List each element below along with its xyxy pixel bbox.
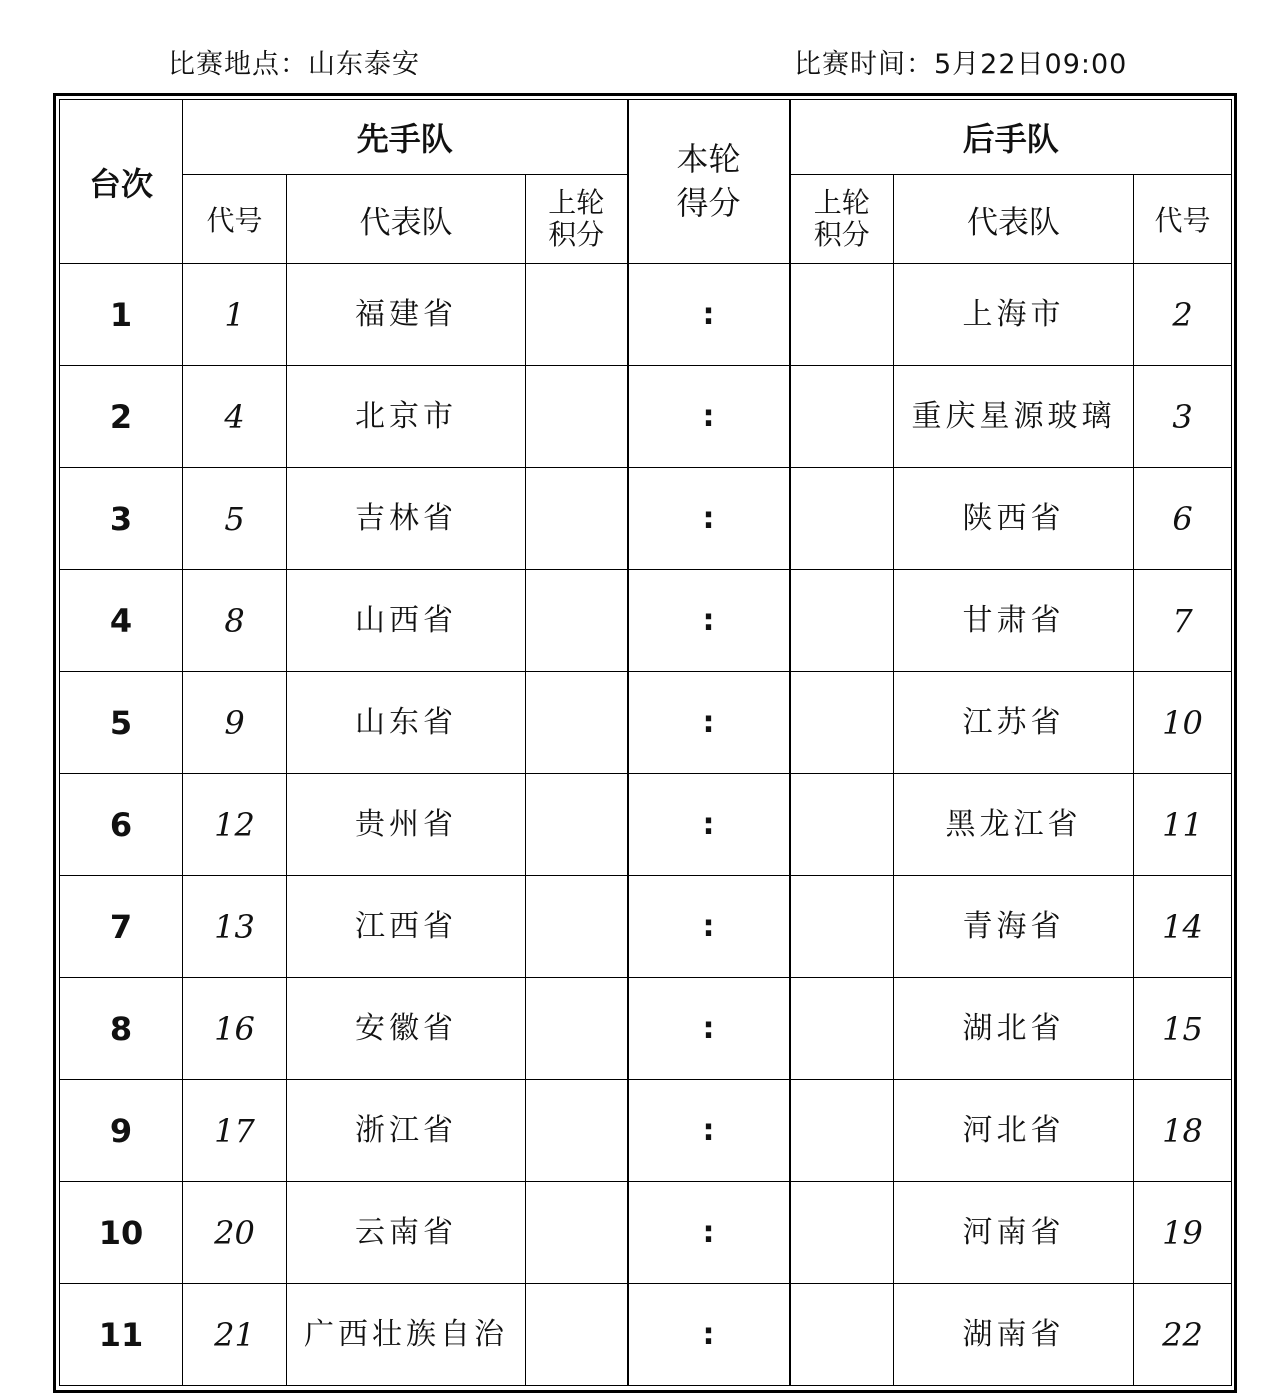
round-cell: 11: [60, 1284, 183, 1386]
code-b-cell: 7: [1134, 570, 1232, 672]
table-row: [60, 1080, 1232, 1182]
prev-score-b-cell: [790, 876, 894, 978]
team-a-cell: 山西省: [287, 570, 526, 672]
round-score-cell: :: [628, 1284, 790, 1386]
prev-score-a-cell: [526, 570, 628, 672]
round-cell: 2: [60, 366, 183, 468]
team-a-cell: 云南省: [287, 1182, 526, 1284]
team-b-cell: 青海省: [894, 876, 1134, 978]
prev-score-b-cell: [790, 468, 894, 570]
prev-score-b-cell: [790, 366, 894, 468]
prev-score-a-cell: [526, 468, 628, 570]
code-a-cell: 17: [183, 1080, 287, 1182]
code-a-cell: 20: [183, 1182, 287, 1284]
prev-score-b-cell: [790, 264, 894, 366]
prev-score-b-cell: [790, 570, 894, 672]
header-code-a: 代号: [183, 175, 287, 264]
code-a-cell: 13: [183, 876, 287, 978]
header-prev-a: [526, 175, 628, 264]
code-a-cell: 16: [183, 978, 287, 1080]
header-prev-b: [790, 175, 894, 264]
prev-score-b-cell: [790, 1182, 894, 1284]
prev-score-a-cell: [526, 1080, 628, 1182]
team-b-cell: 河南省: [894, 1182, 1134, 1284]
prev-score-a-cell: [526, 978, 628, 1080]
prev-score-a-cell: [526, 1284, 628, 1386]
table-row: [60, 876, 1232, 978]
code-b-cell: 22: [1134, 1284, 1232, 1386]
table-row: [60, 978, 1232, 1080]
prev-score-a-cell: [526, 876, 628, 978]
pairing-table: [59, 99, 1232, 1386]
round-cell: 5: [60, 672, 183, 774]
header-round-score: [628, 100, 790, 264]
team-b-cell: 甘肃省: [894, 570, 1134, 672]
table-row: [60, 1182, 1232, 1284]
prev-score-b-cell: [790, 1284, 894, 1386]
venue-label: 比赛地点：山东泰安: [168, 49, 420, 80]
code-a-cell: 12: [183, 774, 287, 876]
prev-score-a-cell: [526, 1182, 628, 1284]
header-team-a: 代表队: [287, 175, 526, 264]
table-row: [60, 1284, 1232, 1386]
team-b-cell: 重庆星源玻璃: [894, 366, 1134, 468]
code-a-cell: 8: [183, 570, 287, 672]
code-b-cell: 14: [1134, 876, 1232, 978]
code-a-cell: 4: [183, 366, 287, 468]
team-a-cell: 广西壮族自治: [287, 1284, 526, 1386]
round-score-cell: :: [628, 672, 790, 774]
table-row: [60, 366, 1232, 468]
code-b-cell: 18: [1134, 1080, 1232, 1182]
code-a-cell: 1: [183, 264, 287, 366]
team-a-cell: 江西省: [287, 876, 526, 978]
round-score-cell: :: [628, 1182, 790, 1284]
team-a-cell: 山东省: [287, 672, 526, 774]
round-cell: 9: [60, 1080, 183, 1182]
code-b-cell: 19: [1134, 1182, 1232, 1284]
round-score-cell: :: [628, 1080, 790, 1182]
prev-score-a-cell: [526, 264, 628, 366]
prev-score-a-cell: [526, 672, 628, 774]
team-b-cell: 上海市: [894, 264, 1134, 366]
team-a-cell: 吉林省: [287, 468, 526, 570]
table-row: [60, 672, 1232, 774]
round-cell: 10: [60, 1182, 183, 1284]
table-row: [60, 774, 1232, 876]
header-prev-b-text: 上轮积分: [813, 185, 870, 251]
table-row: [60, 264, 1232, 366]
code-a-cell: 9: [183, 672, 287, 774]
team-a-cell: 贵州省: [287, 774, 526, 876]
header-second-team: 后手队: [790, 100, 1232, 175]
round-cell: 6: [60, 774, 183, 876]
team-b-cell: 江苏省: [894, 672, 1134, 774]
time-label: 比赛时间：5月22日09:00: [794, 49, 1128, 80]
team-b-cell: 黑龙江省: [894, 774, 1134, 876]
prev-score-b-cell: [790, 672, 894, 774]
header-code-b: 代号: [1134, 175, 1232, 264]
round-cell: 4: [60, 570, 183, 672]
code-b-cell: 11: [1134, 774, 1232, 876]
prev-score-a-cell: [526, 774, 628, 876]
team-a-cell: 北京市: [287, 366, 526, 468]
team-b-cell: 陕西省: [894, 468, 1134, 570]
prev-score-b-cell: [790, 1080, 894, 1182]
prev-score-b-cell: [790, 978, 894, 1080]
round-score-cell: :: [628, 264, 790, 366]
team-b-cell: 湖南省: [894, 1284, 1134, 1386]
prev-score-b-cell: [790, 774, 894, 876]
round-cell: 8: [60, 978, 183, 1080]
table-row: [60, 468, 1232, 570]
round-cell: 3: [60, 468, 183, 570]
header-prev-a-text: 上轮积分: [548, 185, 605, 251]
code-b-cell: 2: [1134, 264, 1232, 366]
header-team-b: 代表队: [894, 175, 1134, 264]
round-score-cell: :: [628, 366, 790, 468]
team-b-cell: 河北省: [894, 1080, 1134, 1182]
prev-score-a-cell: [526, 366, 628, 468]
code-b-cell: 15: [1134, 978, 1232, 1080]
round-score-cell: :: [628, 774, 790, 876]
round-score-cell: :: [628, 570, 790, 672]
round-cell: 7: [60, 876, 183, 978]
header-first-team: 先手队: [183, 100, 628, 175]
header-round: 台次: [60, 100, 183, 264]
code-b-cell: 6: [1134, 468, 1232, 570]
code-b-cell: 10: [1134, 672, 1232, 774]
code-a-cell: 5: [183, 468, 287, 570]
team-a-cell: 安徽省: [287, 978, 526, 1080]
round-score-cell: :: [628, 468, 790, 570]
round-cell: 1: [60, 264, 183, 366]
table-row: [60, 570, 1232, 672]
code-a-cell: 21: [183, 1284, 287, 1386]
header-round-score-text: 本轮得分: [676, 140, 741, 222]
team-a-cell: 福建省: [287, 264, 526, 366]
round-score-cell: :: [628, 978, 790, 1080]
round-score-cell: :: [628, 876, 790, 978]
code-b-cell: 3: [1134, 366, 1232, 468]
team-b-cell: 湖北省: [894, 978, 1134, 1080]
team-a-cell: 浙江省: [287, 1080, 526, 1182]
